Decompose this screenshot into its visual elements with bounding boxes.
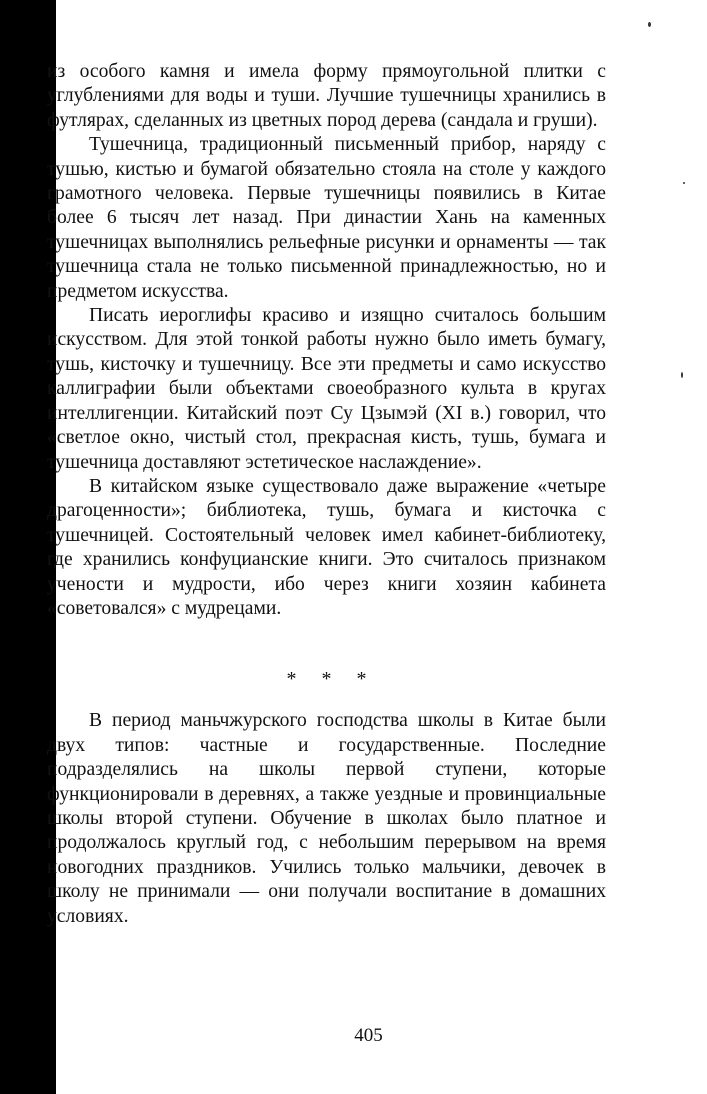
page-number: 405 bbox=[354, 1025, 383, 1046]
paragraph: В период маньчжурского господства школы в Китае были двух типов: частные и государственные. Последние подразделялись на школы первой ступени, которые функционировали в деревнях, а также уездные и провинциальные школы второй ступени. Обучение в школах было платное и продолжалось круглый год, с небольшим перерывом на время новогодних праздников. Учились только мальчики, девочек в школу не принимали — они получали воспитание в домашних условиях. bbox=[47, 710, 606, 927]
scan-speck bbox=[681, 372, 683, 378]
paragraph: Тушечница, традиционный письменный прибор, наряду с тушью, кистью и бумагой обязательно стояла на столе у каждого грамотного человека. Первые тушечницы появились в Китае более 6 тысяч лет назад. При династии Хань на каменных тушечницах выполнялись рельефные рисунки и орнаменты — так тушечница стала не только письменной принадлежностью, но и предметом искусства. bbox=[47, 134, 606, 302]
section-separator: * * * bbox=[286, 668, 377, 691]
paragraph: В китайском языке существовало даже выражение «четыре драгоценности»; библиотека, тушь, бумага и кисточка с тушечницей. Состоятельный человек имел кабинет-библиотеку, где хранились конфуцианские книги. Это считалось признаком учености и мудрости, ибо через книги хозяин кабинета «советовался» с мудрецами. bbox=[47, 475, 606, 619]
page-body bbox=[47, 60, 606, 929]
paragraph: Писать иероглифы красиво и изящно считалось большим искусством. Для этой тонкой работы нужно было иметь бумагу, тушь, кисточку и тушечницу. Все эти предметы и само искусство каллиграфии были объектами своеобразного культа в кругах интеллигенции. Китайский поэт Су Цзымэй (XI в.) говорил, что «светлое окно, чистый стол, прекрасная кисть, тушь, бумага и тушечница доставляют эстетическое наслаждение». bbox=[47, 305, 606, 473]
scan-dark-edge-top bbox=[0, 0, 40, 60]
scan-speck bbox=[648, 22, 651, 27]
scan-speck bbox=[683, 182, 685, 184]
paragraph-continued: из особого камня и имела форму прямоугольной плитки с углублениями для воды и туши. Лучшие тушечницы хранились в футлярах, сделанных из цветных пород дерева (сандала и груши). bbox=[47, 61, 606, 131]
